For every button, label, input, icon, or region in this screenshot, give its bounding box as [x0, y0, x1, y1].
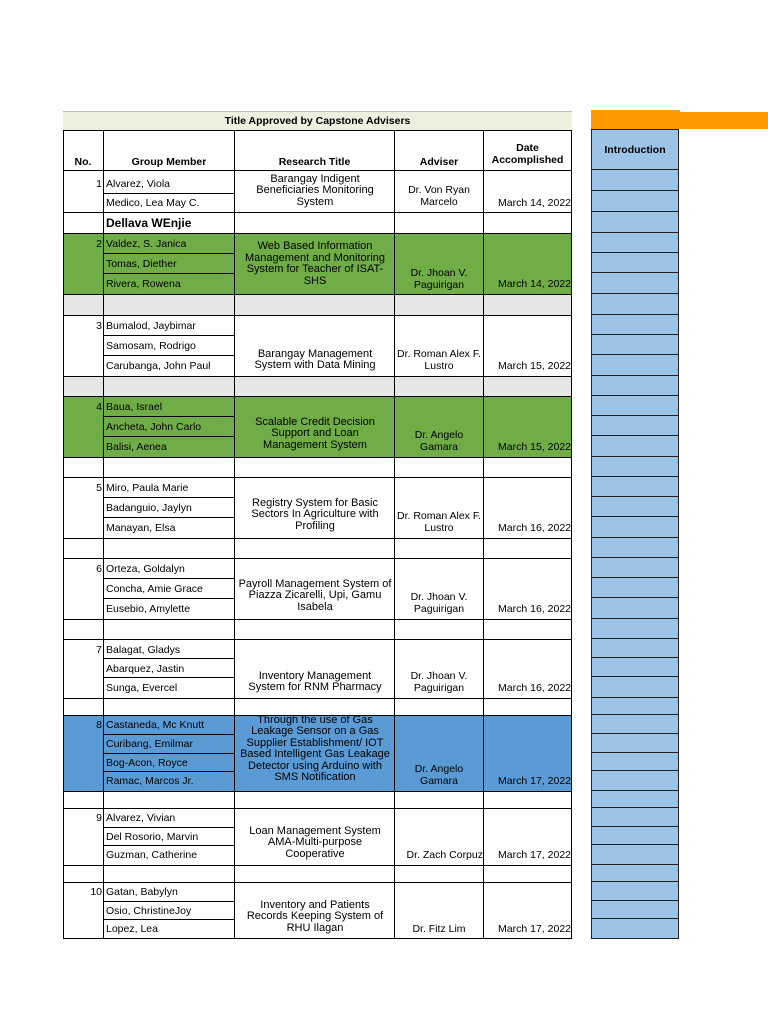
date-accomplished: March 14, 2022: [498, 277, 571, 290]
group-number: 2: [96, 237, 102, 250]
adviser-name: Dr. Fitz Lim: [412, 923, 466, 935]
research-title: Inventory Management System for RNM Pharmacy: [248, 669, 382, 693]
member-name: Guzman, Catherine: [106, 849, 198, 861]
group-number: 7: [96, 643, 102, 656]
adviser-name: Dr. Angelo Gamara: [414, 429, 464, 453]
date-accomplished: March 15, 2022: [498, 440, 571, 453]
header-no: No.: [74, 156, 92, 168]
header-member: Group Member: [131, 156, 207, 168]
orange-header-band: [591, 110, 768, 129]
grid-line: [63, 130, 572, 131]
orange-header-white-cap: [680, 110, 768, 112]
grid-line: [234, 130, 235, 939]
group-number: 8: [96, 719, 102, 731]
grid-line: [63, 457, 572, 458]
intro-column-frame: [591, 129, 679, 939]
member-name: Baua, Israel: [106, 400, 163, 413]
date-accomplished: March 17, 2022: [498, 849, 571, 861]
gray-row: [63, 376, 572, 396]
grid-line: [63, 791, 572, 792]
member-name: Orteza, Goldalyn: [106, 562, 185, 575]
sheet-title: Title Approved by Capstone Advisers: [224, 115, 411, 127]
intro-header: Introduction: [604, 144, 666, 156]
grid-line: [63, 698, 572, 699]
member-name: Miro, Paula Marie: [106, 481, 189, 494]
member-name: Gatan, Babylyn: [106, 886, 178, 898]
grid-line: [63, 938, 572, 939]
grid-line: [63, 376, 572, 377]
header-date: Date Accomplished: [491, 142, 564, 166]
grid-line: [571, 130, 572, 939]
research-title: Barangay Management System with Data Mining: [254, 347, 376, 371]
member-name: Alvarez, Viola: [106, 178, 171, 190]
member-name: Del Rosorio, Marvin: [106, 831, 199, 843]
member-name: Valdez, S. Janica: [106, 237, 187, 250]
member-name: Abarquez, Jastin: [106, 662, 185, 675]
date-accomplished: March 16, 2022: [498, 602, 571, 615]
member-name: Castaneda, Mc Knutt: [106, 719, 205, 731]
grid-line: [63, 619, 572, 620]
member-name: Osio, ChristineJoy: [106, 905, 192, 917]
gray-row: [63, 294, 572, 315]
member-name: Samosam, Rodrigo: [106, 339, 196, 352]
adviser-name: Dr. Von Ryan Marcelo: [408, 184, 470, 208]
grid-line: [63, 538, 572, 539]
member-name: Carubanga, John Paul: [106, 359, 211, 372]
header-title: Research Title: [278, 156, 351, 168]
member-name: Balisi, Aenea: [106, 440, 167, 453]
group-number: 5: [96, 481, 102, 494]
group-number: 1: [96, 178, 102, 190]
header-adviser: Adviser: [419, 156, 459, 168]
group-number: 3: [96, 319, 102, 332]
grid-line: [394, 130, 395, 939]
research-title: Inventory and Patients Records Keeping System of RHU Ilagan: [246, 898, 384, 934]
grid-line: [63, 294, 572, 295]
group-number: 6: [96, 562, 102, 575]
member-name: Bog-Acon, Royce: [106, 757, 188, 769]
research-title: Through the use of Gas Leakage Sensor on a Gas Supplier Establishment/ IOT Based Intelligent Gas Leakage Detector using Arduino with SMS Notification: [240, 713, 390, 783]
grid-line: [103, 130, 104, 939]
member-name: Bumalod, Jaybimar: [106, 319, 196, 332]
group-number: 10: [90, 886, 102, 898]
member-name: Medico, Lea May C.: [106, 196, 200, 209]
adviser-name: Dr. Jhoan V. Paguirigan: [410, 267, 468, 291]
member-name: Ramac, Marcos Jr.: [106, 775, 194, 787]
grid-line: [63, 865, 572, 866]
member-name: Manayan, Elsa: [106, 521, 176, 534]
research-title: Registry System for Basic Sectors In Agriculture with Profiling: [251, 496, 379, 532]
research-title: Scalable Credit Decision Support and Loan Management System: [255, 415, 375, 451]
date-accomplished: March 17, 2022: [498, 923, 571, 935]
adviser-name: Dr. Angelo Gamara: [414, 763, 464, 787]
member-name: Curibang, Emilmar: [106, 738, 193, 750]
adviser-name: Dr. Roman Alex F. Lustro: [396, 510, 482, 534]
extra-member-name: Dellava WEnjie: [106, 216, 192, 230]
date-accomplished: March 14, 2022: [498, 196, 571, 209]
member-name: Eusebio, Amylette: [106, 602, 191, 615]
member-name: Rivera, Rowena: [106, 277, 181, 290]
member-name: Balagat, Gladys: [106, 643, 181, 656]
research-title: Barangay Indigent Beneficiaries Monitoring System: [256, 172, 374, 208]
adviser-name: Dr. Roman Alex F. Lustro: [396, 348, 482, 372]
member-name: Tomas, Diether: [106, 257, 177, 270]
group-number: 4: [96, 400, 102, 413]
adviser-name: Dr. Jhoan V. Paguirigan: [410, 670, 468, 694]
adviser-name: Dr. Jhoan V. Paguirigan: [410, 591, 468, 615]
date-accomplished: March 15, 2022: [498, 359, 571, 372]
member-name: Sunga, Evercel: [106, 681, 178, 694]
member-name: Ancheta, John Carlo: [106, 420, 202, 433]
date-accomplished: March 16, 2022: [498, 521, 571, 534]
member-name: Alvarez, Vivian: [106, 812, 176, 824]
adviser-name: Dr. Zach Corpuz: [406, 849, 483, 861]
research-title: Loan Management System AMA-Multi-purpose Cooperative: [249, 824, 381, 860]
research-title: Web Based Information Management and Monitoring System for Teacher of ISAT-SHS: [244, 240, 386, 287]
member-name: Badanguio, Jaylyn: [106, 501, 192, 514]
member-name: Lopez, Lea: [106, 923, 158, 935]
research-title: Payroll Management System of Piazza Zicarelli, Upi, Gamu Isabela: [238, 577, 392, 613]
member-name: Concha, Amie Grace: [106, 582, 203, 595]
date-accomplished: March 17, 2022: [498, 775, 571, 787]
date-accomplished: March 16, 2022: [498, 681, 571, 694]
grid-line: [63, 170, 572, 171]
group-number: 9: [96, 812, 102, 824]
